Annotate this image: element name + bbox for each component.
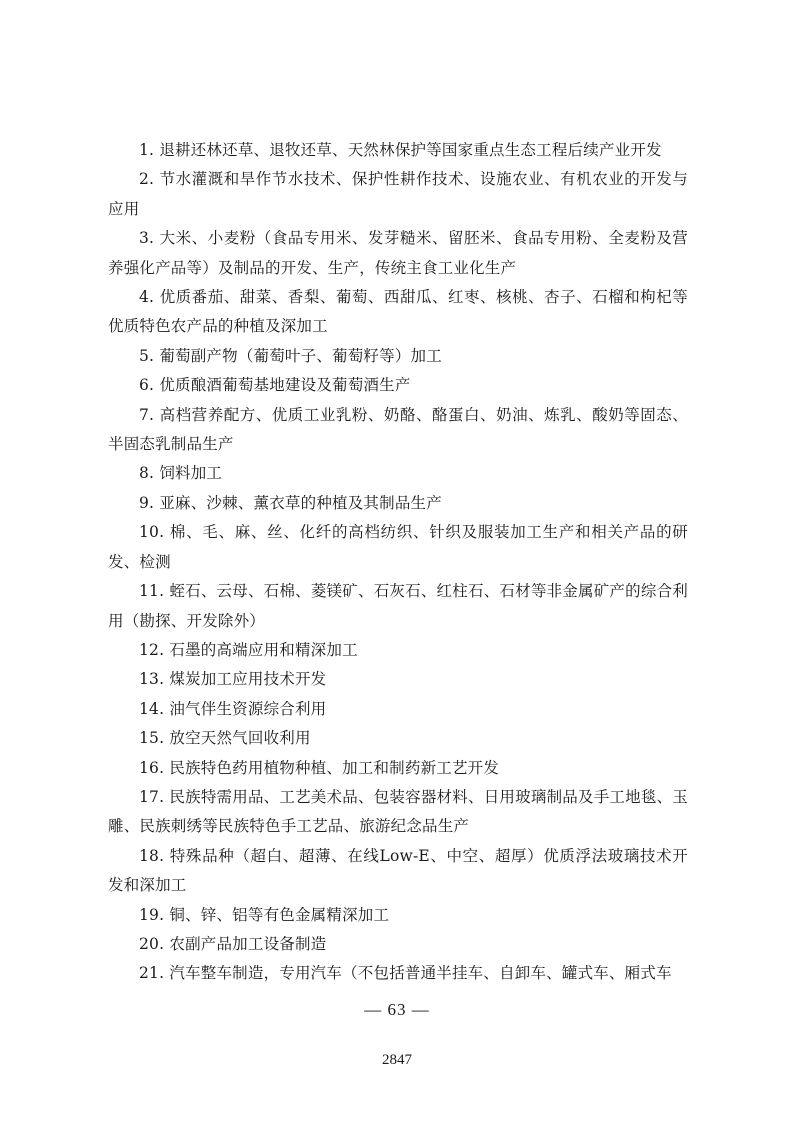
list-item: 18. 特殊品种（超白、超薄、在线Low-E、中空、超厚）优质浮法玻璃技术开发和深加工 xyxy=(108,846,688,895)
footer-number: 2847 xyxy=(382,1052,412,1068)
list-item: 4. 优质番茄、甜菜、香梨、葡萄、西甜瓜、红枣、核桃、杏子、石榴和枸杞等优质特色农产品的种植及深加工 xyxy=(108,288,688,336)
list-item: 8. 饲料加工 xyxy=(139,464,223,483)
list-item: 13. 煤炭加工应用技术开发 xyxy=(139,670,327,689)
list-item: 1. 退耕还林还草、退牧还草、天然林保护等国家重点生态工程后续产业开发 xyxy=(139,141,662,159)
list-item: 11. 蛭石、云母、石棉、菱镁矿、石灰石、红柱石、石材等非金属矿产的综合利用（勘探、开发除外） xyxy=(108,582,688,630)
list-item: 20. 农副产品加工设备制造 xyxy=(139,934,327,953)
list-item: 12. 石墨的高端应用和精深加工 xyxy=(139,640,358,659)
list-item: 3. 大米、小麦粉（食品专用米、发芽糙米、留胚米、食品专用粉、全麦粉及营养强化产品等）及制品的开发、生产，传统主食工业化生产 xyxy=(108,229,688,277)
document-body xyxy=(108,136,688,989)
list-item: 19. 铜、锌、铝等有色金属精深加工 xyxy=(139,905,390,924)
list-item: 10. 棉、毛、麻、丝、化纤的高档纺织、针织及服装加工生产和相关产品的研发、检测 xyxy=(108,523,688,571)
list-item: 5. 葡萄副产物（葡萄叶子、葡萄籽等）加工 xyxy=(139,346,442,365)
list-item: 16. 民族特色药用植物种植、加工和制药新工艺开发 xyxy=(139,758,500,777)
list-item: 6. 优质酿酒葡萄基地建设及葡萄酒生产 xyxy=(139,376,411,395)
page-number: — 63 — xyxy=(364,1000,430,1019)
list-item: 21. 汽车整车制造，专用汽车（不包括普通半挂车、自卸车、罐式车、厢式车 xyxy=(139,964,672,983)
list-item: 14. 油气伴生资源综合利用 xyxy=(139,699,327,718)
list-item: 7. 高档营养配方、优质工业乳粉、奶酪、酪蛋白、奶油、炼乳、酸奶等固态、半固态乳制品生产 xyxy=(108,405,688,454)
list-item: 17. 民族特需用品、工艺美术品、包装容器材料、日用玻璃制品及手工地毯、玉雕、民族刺绣等民族特色手工艺品、旅游纪念品生产 xyxy=(108,787,688,836)
list-item: 9. 亚麻、沙棘、薰衣草的种植及其制品生产 xyxy=(139,493,442,512)
list-item: 15. 放空天然气回收利用 xyxy=(139,729,311,748)
list-item: 2. 节水灌溉和旱作节水技术、保护性耕作技术、设施农业、有机农业的开发与应用 xyxy=(108,170,688,218)
